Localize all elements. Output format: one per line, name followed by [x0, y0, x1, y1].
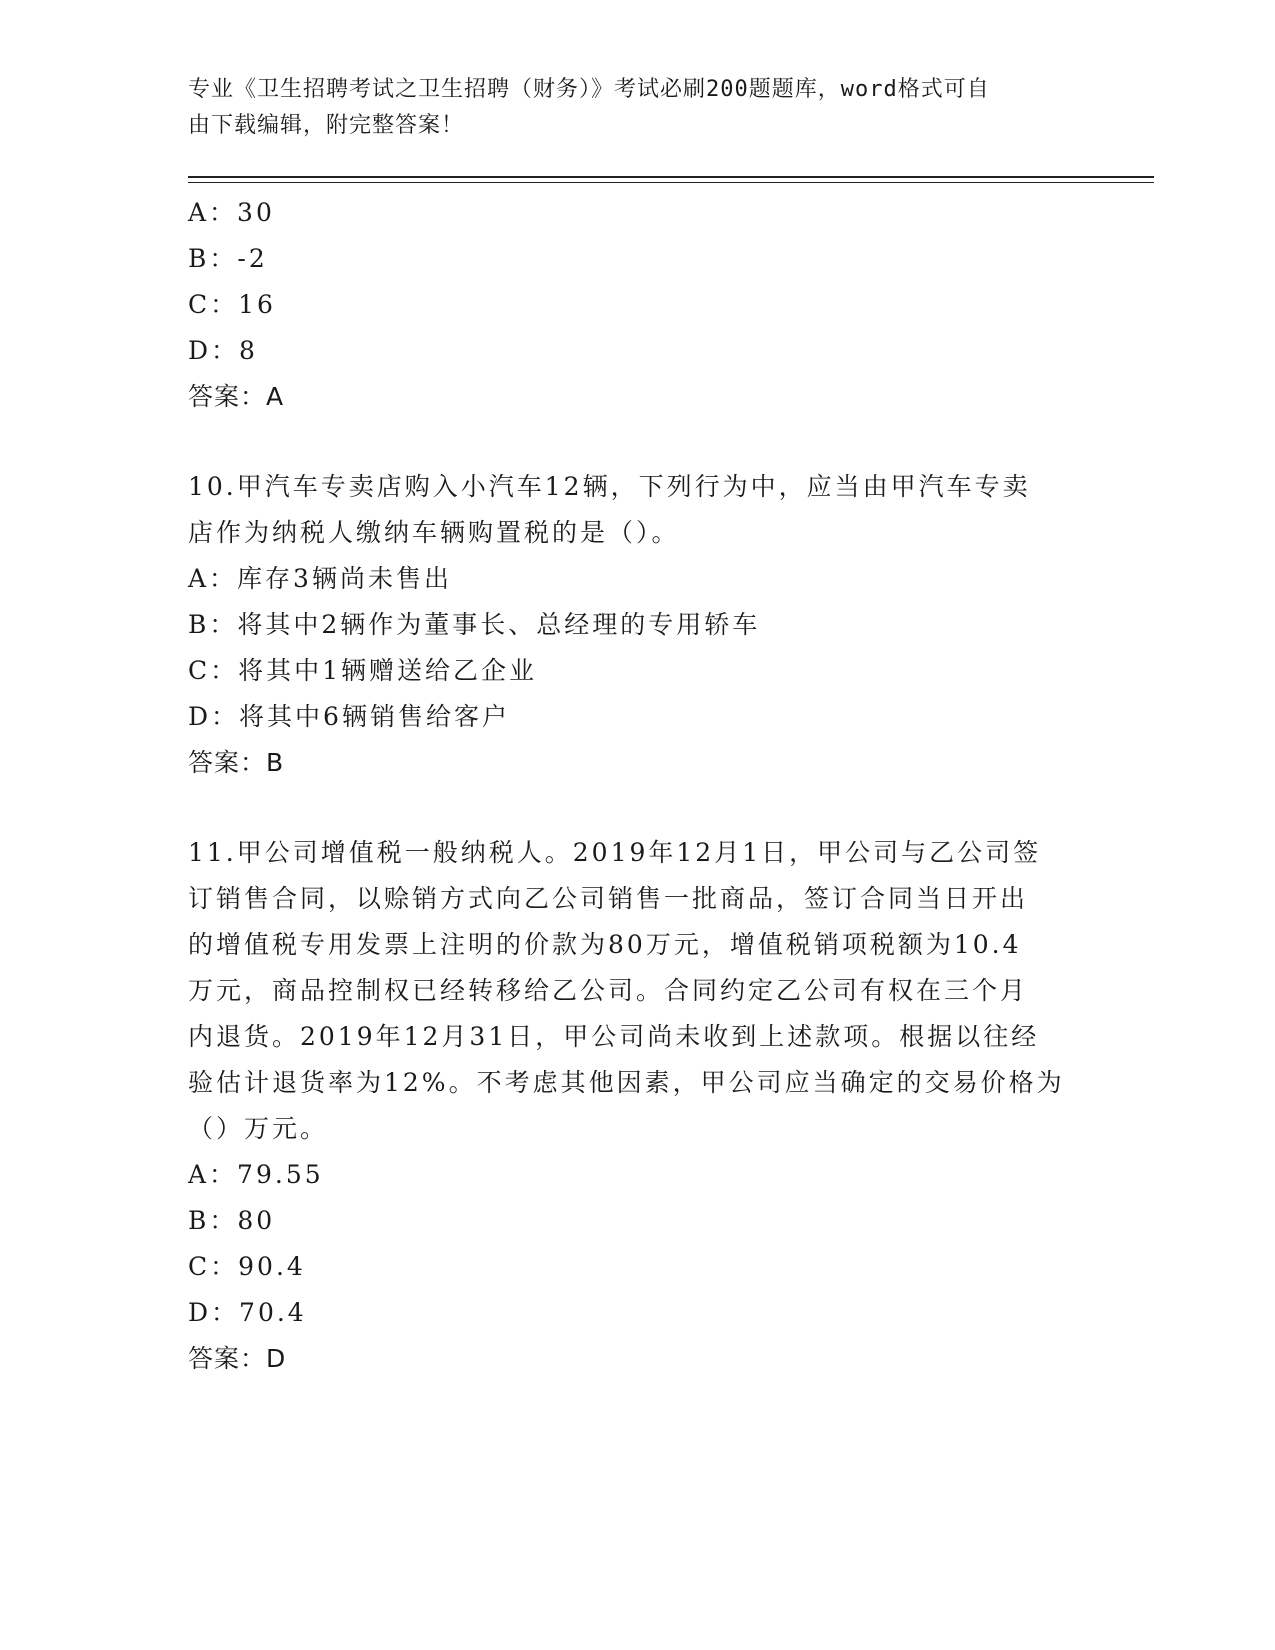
- option-a: A：79.55: [188, 1160, 324, 1189]
- option-d: D：70.4: [188, 1298, 307, 1327]
- option-c: C：将其中1辆赠送给乙企业: [188, 656, 538, 685]
- option-d: D：8: [188, 336, 258, 365]
- header-divider-thick: [188, 176, 1154, 178]
- question-stem-line: 的增值税专用发票上注明的价款为80万元，增值税销项税额为10.4: [188, 930, 1022, 959]
- option-b: B：-2: [188, 244, 268, 273]
- question-stem-line: （）万元。: [188, 1114, 329, 1143]
- option-a: A：库存3辆尚未售出: [188, 564, 452, 593]
- option-c: C：90.4: [188, 1252, 306, 1281]
- question-stem-line: 万元，商品控制权已经转移给乙公司。合同约定乙公司有权在三个月: [188, 976, 1029, 1005]
- question-stem-line: 验估计退货率为12%。不考虑其他因素，甲公司应当确定的交易价格为: [188, 1068, 1065, 1097]
- option-a: A：30: [188, 198, 275, 227]
- question-9-options: [188, 190, 1088, 420]
- question-stem-line: 10.甲汽车专卖店购入小汽车12辆，下列行为中，应当由甲汽车专卖: [188, 472, 1031, 501]
- question-11: [188, 830, 1088, 1382]
- option-c: C：16: [188, 290, 276, 319]
- document-header: [188, 72, 1068, 144]
- option-d: D：将其中6辆销售给客户: [188, 702, 510, 731]
- option-b: B：80: [188, 1206, 276, 1235]
- header-divider-thin: [188, 182, 1154, 183]
- question-stem-line: 店作为纳税人缴纳车辆购置税的是（）。: [188, 518, 680, 547]
- header-line-2: 由下载编辑，附完整答案！: [188, 113, 465, 138]
- question-content: [188, 190, 1088, 1382]
- answer-line: 答案：D: [188, 1344, 287, 1373]
- question-stem-line: 11.甲公司增值税一般纳税人。2019年12月1日，甲公司与乙公司签: [188, 838, 1042, 867]
- question-stem-line: 内退货。2019年12月31日，甲公司尚未收到上述款项。根据以往经: [188, 1022, 1040, 1051]
- answer-line: 答案：A: [188, 382, 285, 411]
- option-b: B：将其中2辆作为董事长、总经理的专用轿车: [188, 610, 761, 639]
- header-line-1: 专业《卫生招聘考试之卫生招聘（财务）》考试必刷200题题库，word格式可自: [188, 77, 990, 102]
- answer-line: 答案：B: [188, 748, 285, 777]
- question-10: [188, 464, 1088, 786]
- question-stem-line: 订销售合同，以赊销方式向乙公司销售一批商品，签订合同当日开出: [188, 884, 1029, 913]
